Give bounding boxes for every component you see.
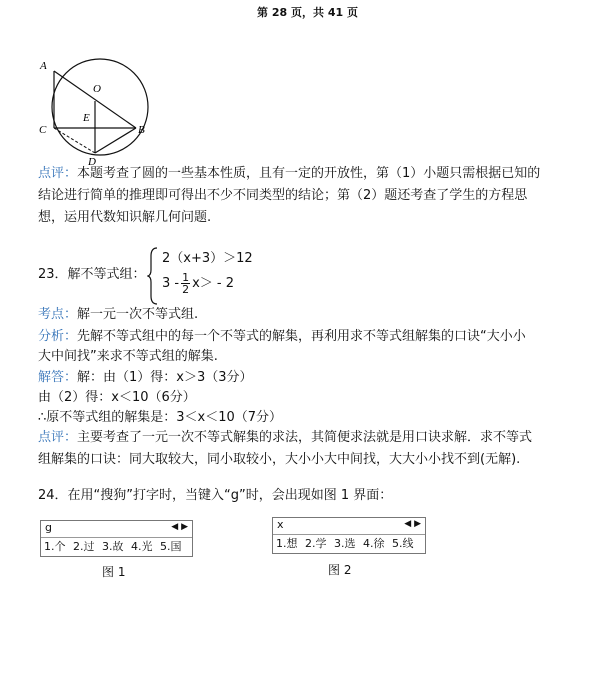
kaodian-line: 考点：解一元一次不等式组. xyxy=(38,307,199,322)
figure-caption-1: 图 1 xyxy=(102,565,126,579)
jieda-line3: ∴原不等式组的解集是：3＜x＜10（7分） xyxy=(38,410,283,425)
q23-inequality-2: 3 - $\frac{1}{2}$ x＞ - 2 xyxy=(162,271,235,296)
page-header: 第 28 页，共 41 页 xyxy=(257,6,358,19)
ime2-candidate[interactable]: 5.线 xyxy=(392,537,414,550)
jieda-line2: 由（2）得：x＜10（6分） xyxy=(38,390,196,405)
label-a: A xyxy=(40,60,47,72)
ime1-candidate[interactable]: 2.过 xyxy=(73,540,95,553)
ime2-input-row xyxy=(273,518,425,535)
label-o: O xyxy=(93,83,101,95)
ime1-candidate[interactable]: 1.个 xyxy=(44,540,66,553)
q24-text: 24．在用“搜狗”打字时，当键入“g”时，会出现如图 1 界面： xyxy=(38,488,393,503)
segment-db xyxy=(95,128,136,153)
label-b: B xyxy=(138,124,145,136)
circle xyxy=(52,59,148,155)
ime2-candidate[interactable]: 1.想 xyxy=(276,537,298,550)
comment1-label: 点评： xyxy=(38,166,78,181)
dianping-line2: 组解集的口诀：同大取较大，同小取较小，大小小大中间找，大大小小找不到(无解). xyxy=(38,452,521,467)
fenxi-line1: 分析：先解不等式组中的每一个不等式的解集，再利用求不等式组解集的口诀“大小小 xyxy=(38,329,526,344)
comment1-line1: 点评：本题考查了圆的一些基本性质，且有一定的开放性，第（1）小题只需根据已知的 xyxy=(38,166,541,181)
label-e: E xyxy=(83,112,90,124)
fenxi-line2: 大中间找”来求不等式组的解集. xyxy=(38,349,218,364)
ime2-candidate[interactable]: 2.学 xyxy=(305,537,327,550)
fraction-one-half: $\frac{1}{2}$ xyxy=(182,271,190,296)
label-c: C xyxy=(39,124,47,136)
ime1-candidates xyxy=(44,538,186,554)
ime2-page-arrows[interactable]: ◀ ▶ xyxy=(404,519,421,529)
ime-window-1 xyxy=(40,520,193,557)
circle-geometry-figure xyxy=(30,55,160,170)
figure-caption-2: 图 2 xyxy=(328,563,352,577)
q23-inequality-1: 2（x+3）＞12 xyxy=(162,251,253,266)
ime1-input-text: g xyxy=(45,521,52,534)
dianping-line1: 点评：主要考查了一元一次不等式解集的求法，其简便求法就是用口诀求解．求不等式 xyxy=(38,430,533,445)
ime1-candidate[interactable]: 5.国 xyxy=(160,540,182,553)
ime2-candidates xyxy=(276,535,418,551)
segment-cd-dashed xyxy=(54,128,95,153)
ime2-candidate[interactable]: 4.徐 xyxy=(363,537,385,550)
ime-window-2 xyxy=(272,517,426,554)
ime2-candidate[interactable]: 3.选 xyxy=(334,537,356,550)
label-d: D xyxy=(88,156,96,168)
ime2-input-text: x xyxy=(277,518,284,531)
q23-prefix: 23．解不等式组： xyxy=(38,267,146,282)
comment1-line3: 想，运用代数知识解几何问题. xyxy=(38,210,212,225)
ime1-input-row xyxy=(41,521,192,538)
ime1-candidate[interactable]: 3.故 xyxy=(102,540,124,553)
system-brace xyxy=(147,246,159,306)
ime1-page-arrows[interactable]: ◀ ▶ xyxy=(171,522,188,532)
comment1-line2: 结论进行简单的推理即可得出不少不同类型的结论；第（2）题还考查了学生的方程思 xyxy=(38,188,528,203)
jieda-line1: 解答：解：由（1）得：x＞3（3分） xyxy=(38,370,253,385)
ime1-candidate[interactable]: 4.光 xyxy=(131,540,153,553)
